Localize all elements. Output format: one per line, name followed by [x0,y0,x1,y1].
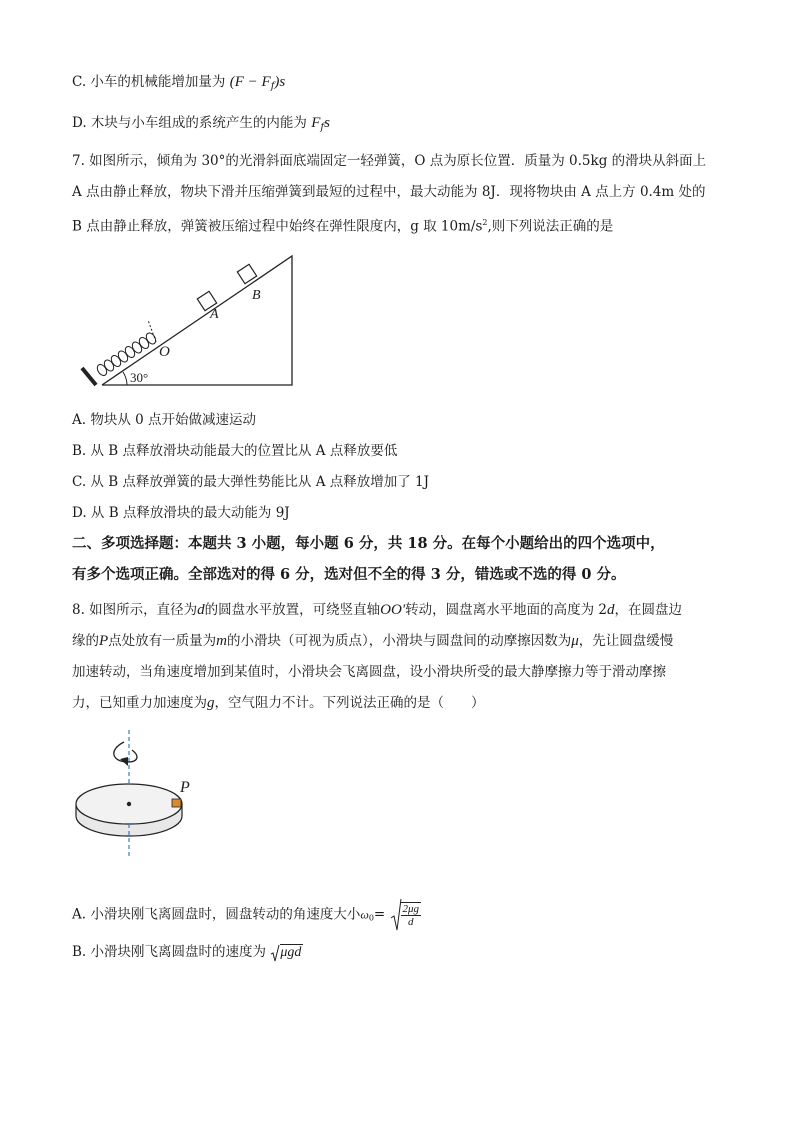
q7-stem-line3-b: ,则下列说法正确的是 [487,218,614,235]
q8-line1-oo: OO′ [380,602,406,618]
q8-stem-line2 [72,631,673,651]
q8-line1-e: ，在圆盘边 [614,602,683,618]
q7-option-c: C. 从 B 点释放弹簧的最大弹性势能比从 A 点释放增加了 1J [72,474,430,490]
q8-line2-m: m [216,633,228,649]
q8-option-a-omega-sub: 0 [368,913,374,923]
q8-option-a-sqrt [390,898,422,932]
q6-option-c-tail: )s [274,74,286,90]
q8-option-a-den: d [408,916,414,928]
label-a: A [210,307,219,322]
q8-line2-mu: μ [571,633,579,649]
q8-line4-g: g [207,695,215,711]
q8-option-b [72,942,303,963]
q7-option-b: B. 从 B 点释放滑块动能最大的位置比从 A 点释放要低 [72,443,398,459]
q7-stem-line3-sup: 2 [482,218,488,227]
q8-line1-d2: d [607,602,615,618]
q8-option-a-text: A. 小滑块刚飞离圆盘时，圆盘转动的角速度大小 [72,906,361,923]
q8-option-a-eq: = [373,906,386,923]
q8-option-b-text: B. 小滑块刚飞离圆盘时的速度为 [72,944,267,960]
q8-option-a-num: 2μg [402,903,420,915]
disc-center [127,802,131,806]
q7-incline-figure [72,250,302,395]
q8-option-b-rad: μgd [280,945,302,960]
q7-stem-line3 [72,213,613,237]
q6-option-d-sub: f [320,122,325,133]
q8-line1-b: 的圆盘水平放置，可绕竖直轴 [204,602,381,618]
q8-line1-c: 转动，圆盘离水平地面的高度为 2 [405,602,608,618]
q8-line2-d: ，先让圆盘缓慢 [578,633,674,649]
q7-option-a: A. 物块从 0 点开始做减速运动 [72,412,257,428]
q7-stem-line2: A 点由静止释放，物块下滑并压缩弹簧到最短的过程中，最大动能为 8J．现将物块由 A 点上方 0.4m 处的 [72,184,706,200]
q8-stem-line3: 加速转动，当角速度增加到某值时，小滑块会飞离圆盘，设小滑块所受的最大静摩擦力等于滑动摩擦 [72,664,666,680]
incline-triangle [102,256,292,385]
q8-option-a-frac [401,902,422,928]
label-p: P [180,779,190,796]
sqrt-sign-icon [270,944,280,962]
section2-header-line1: 二、多项选择题：本题共 3 小题，每小题 6 分，共 18 分。在每个小题给出的四个选项中， [72,535,665,552]
q6-option-d-tail: s [324,115,330,131]
q6-option-c-math: (F − F [229,74,271,90]
q8-line4-b: ，空气阻力不计。下列说法正确的是（ ） [214,695,485,711]
q6-option-d [72,113,330,138]
label-o: O [159,344,170,360]
section2-header-line2: 有多个选项正确。全部选对的得 6 分，选对但不全的得 3 分，错选或不选的得 0 分。 [72,566,626,583]
q6-option-d-math: F [311,115,321,131]
q8-stem-line4 [72,693,485,713]
q8-line2-a: 缘的 [72,633,99,649]
q6-option-c [72,72,285,97]
block-b [237,264,256,283]
spring-wall [82,368,96,385]
q7-stem-line3-a: B 点由静止释放，弹簧被压缩过程中始终在弹性限度内，g 取 10m/s [72,218,483,235]
angle-arc [123,372,127,385]
o-dashed-line [148,320,156,342]
q8-option-b-sqrt [270,942,303,963]
q8-stem-line1 [72,600,682,620]
q6-option-c-text: C. 小车的机械能增加量为 [72,74,226,90]
q8-disc-figure [72,728,202,858]
q8-line4-a: 力，已知重力加速度为 [72,695,207,711]
label-angle: 30° [130,370,149,385]
q8-line1-d: d [197,602,205,618]
block-p [172,799,181,807]
q8-line2-p: P [99,633,109,649]
label-b: B [252,288,261,303]
q8-line1-a: 8. 如图所示，直径为 [72,602,198,618]
q8-line2-b: 点处放有一质量为 [108,633,217,649]
q8-line2-c: 的小滑块（可视为质点），小滑块与圆盘间的动摩擦因数为 [227,633,572,649]
q8-option-a [72,898,421,932]
q7-stem-line1: 7. 如图所示，倾角为 30°的光滑斜面底端固定一轻弹簧，O 点为原长位置．质量为 0.5kg 的滑块从斜面上 [72,153,707,169]
q6-option-d-text: D. 木块与小车组成的系统产生的内能为 [72,115,307,131]
q8-option-a-omega: ω [360,907,369,922]
q7-option-d: D. 从 B 点释放滑块的最大动能为 9J [72,505,290,521]
sqrt-sign-icon [390,898,402,932]
q6-option-c-sub: f [270,81,275,92]
